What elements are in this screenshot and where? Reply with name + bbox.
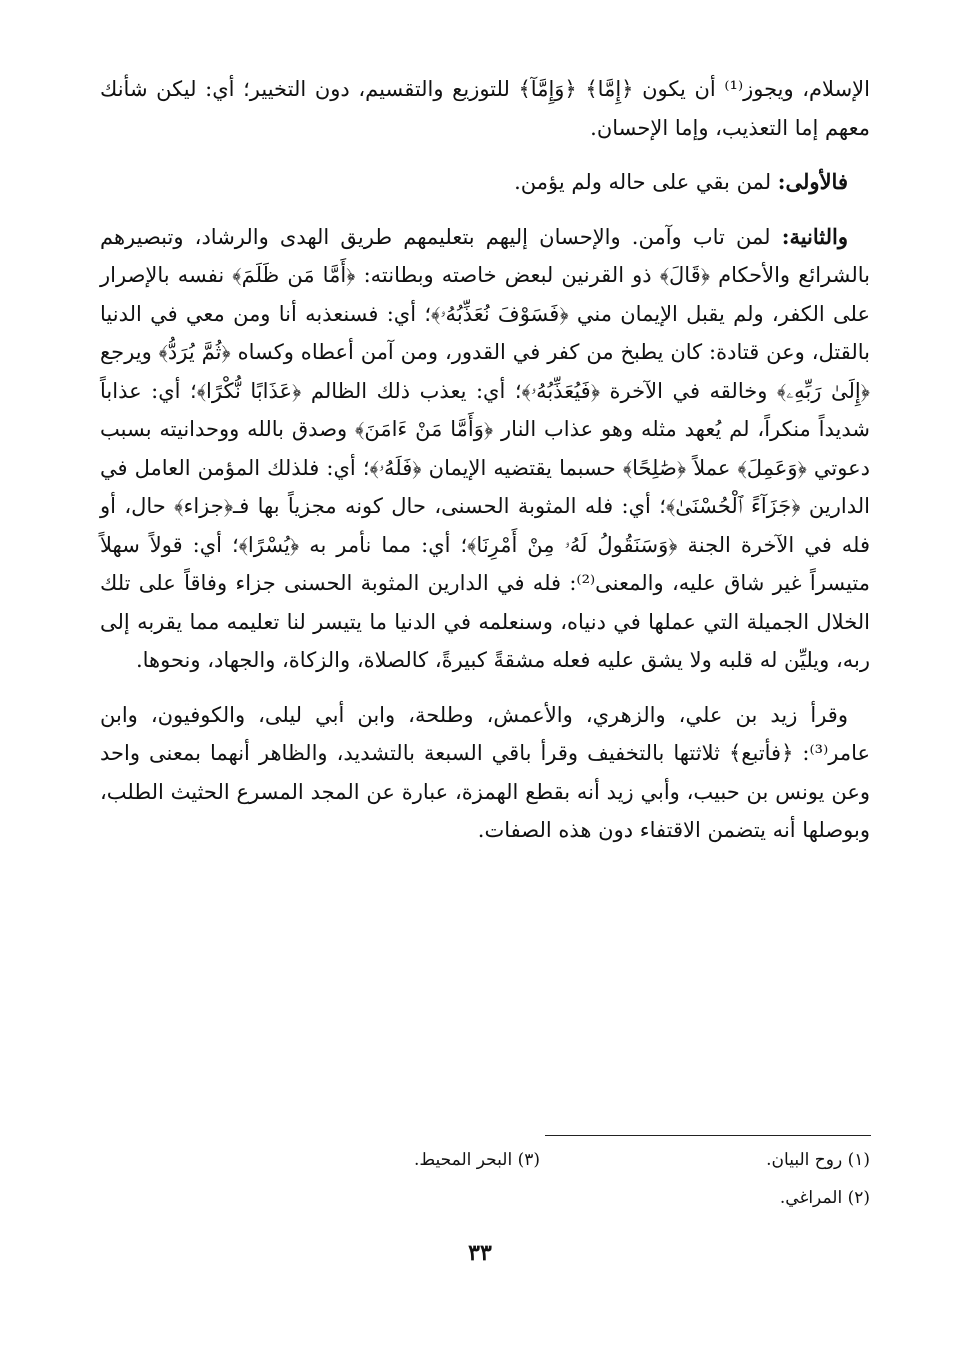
paragraph-2-lead: فالأولى: (777, 169, 848, 194)
paragraph-3-text: لمن تاب وآمن. والإحسان إليهم بتعليمهم طريق الهدى والرشاد، وتبصيرهم بالشرائع والأحكام ﴿قَالَ﴾ ذو القرنين لبعض خاصته وبطانته: ﴿أَمَّا مَن ظَلَمَ﴾ نفسه بالإصرار على الكفر، ولم يقبل الإيمان مني ﴿فَسَوْفَ نُعَذِّبُهُۥ﴾؛ أي: فسنعذبه أنا ومن معي في الدنيا بالقتل، وعن قتادة: كان يطبخ من كفر في القدور، ومن آمن أعطاه وكساه ﴿ثُمَّ يُرَدُّ﴾ ويرجع ﴿إِلَىٰ رَبِّهِۦ﴾ وخالقه في الآخرة ﴿فَيُعَذِّبُهُۥ﴾؛ أي: يعذب ذلك الظالم ﴿عَذَابًا نُّكْرًا﴾؛ أي: عذاباً شديداً منكراً، لم يُعهد مثله وهو عذاب النار ﴿وَأَمَّا مَنْ ءَامَنَ﴾ وصدق بالله ووحدانيته بسبب دعوتي ﴿وَعَمِلَ﴾ عملاً ﴿صَٰلِحًا﴾ حسبما يقتضيه الإيمان ﴿فَلَهُۥ﴾؛ أي: فلذلك المؤمن العامل في الدارين ﴿جَزَآءً ٱلْحُسْنَىٰ﴾؛ أي: فله المثوبة الحسنى، حال كونه مجزياً بها فـ﴿جزاء﴾ حال، أو فله في الآخرة الجنة ﴿وَسَنَقُولُ لَهُۥ مِنْ أَمْرِنَا﴾؛ أي: مما نأمر به ﴿يُسْرًا﴾؛ أي: قولاً سهلاً متيسراً غير شاق عليه، والمعنى⁽²⁾: فله في الدارين المثوبة الحسنى جزاء وفاقاً على تلك الخلال الجميلة التي عملها في دنياه، وسنعلمه في الدنيا ما يتيسر لنا تعليمه مما يقربه إلى ربه، ويليِّن له قلبه ولا يشق عليه فعله مشقةً كبيرةً، كالصلاة، والزكاة، والجهاد، ونحوها. (100, 224, 870, 672)
paragraph-4-text: وقرأ زيد بن علي، والزهري، والأعمش، وطلحة، وابن أبي ليلى، والكوفيون، وابن عامر⁽³⁾: ﴿فأتبع﴾ ثلاثتها بالتخفيف وقرأ باقي السبعة بالتشديد، والظاهر أنهما بمعنى واحد وعن يونس بن حبيب، وأبي زيد أنه بقطع الهمزة، عبارة عن المجد المسرع الحثيث الطلب، وبوصلها أنه يتضمن الاقتفاء دون هذه الصفات. (100, 702, 870, 842)
paragraph-2 (100, 163, 870, 202)
paragraph-1 (100, 70, 870, 147)
paragraph-2-text: لمن بقي على حاله ولم يؤمن. (514, 170, 778, 194)
footnotes (270, 1150, 870, 1230)
paragraph-4 (100, 696, 870, 850)
page-number: ٣٣ (468, 1240, 492, 1266)
footnote-divider (545, 1135, 871, 1136)
paragraph-1-text: الإسلام، ويجوز⁽¹⁾ أن يكون ﴿إِمَّا﴾ ﴿وَإِمَّآ﴾ للتوزيع والتقسيم، دون التخيير؛ أي: ليكن شأنك معهم إما التعذيب، وإما الإحسان. (100, 77, 870, 140)
paragraph-3 (100, 218, 870, 680)
footnote-2: (٢) المراغي. (779, 1188, 870, 1208)
footnote-3: (٣) البحر المحيط. (414, 1150, 540, 1170)
paragraph-3-lead: والثانية: (781, 223, 848, 249)
page-body (100, 70, 870, 850)
footnote-1: (١) روح البيان. (766, 1150, 870, 1170)
